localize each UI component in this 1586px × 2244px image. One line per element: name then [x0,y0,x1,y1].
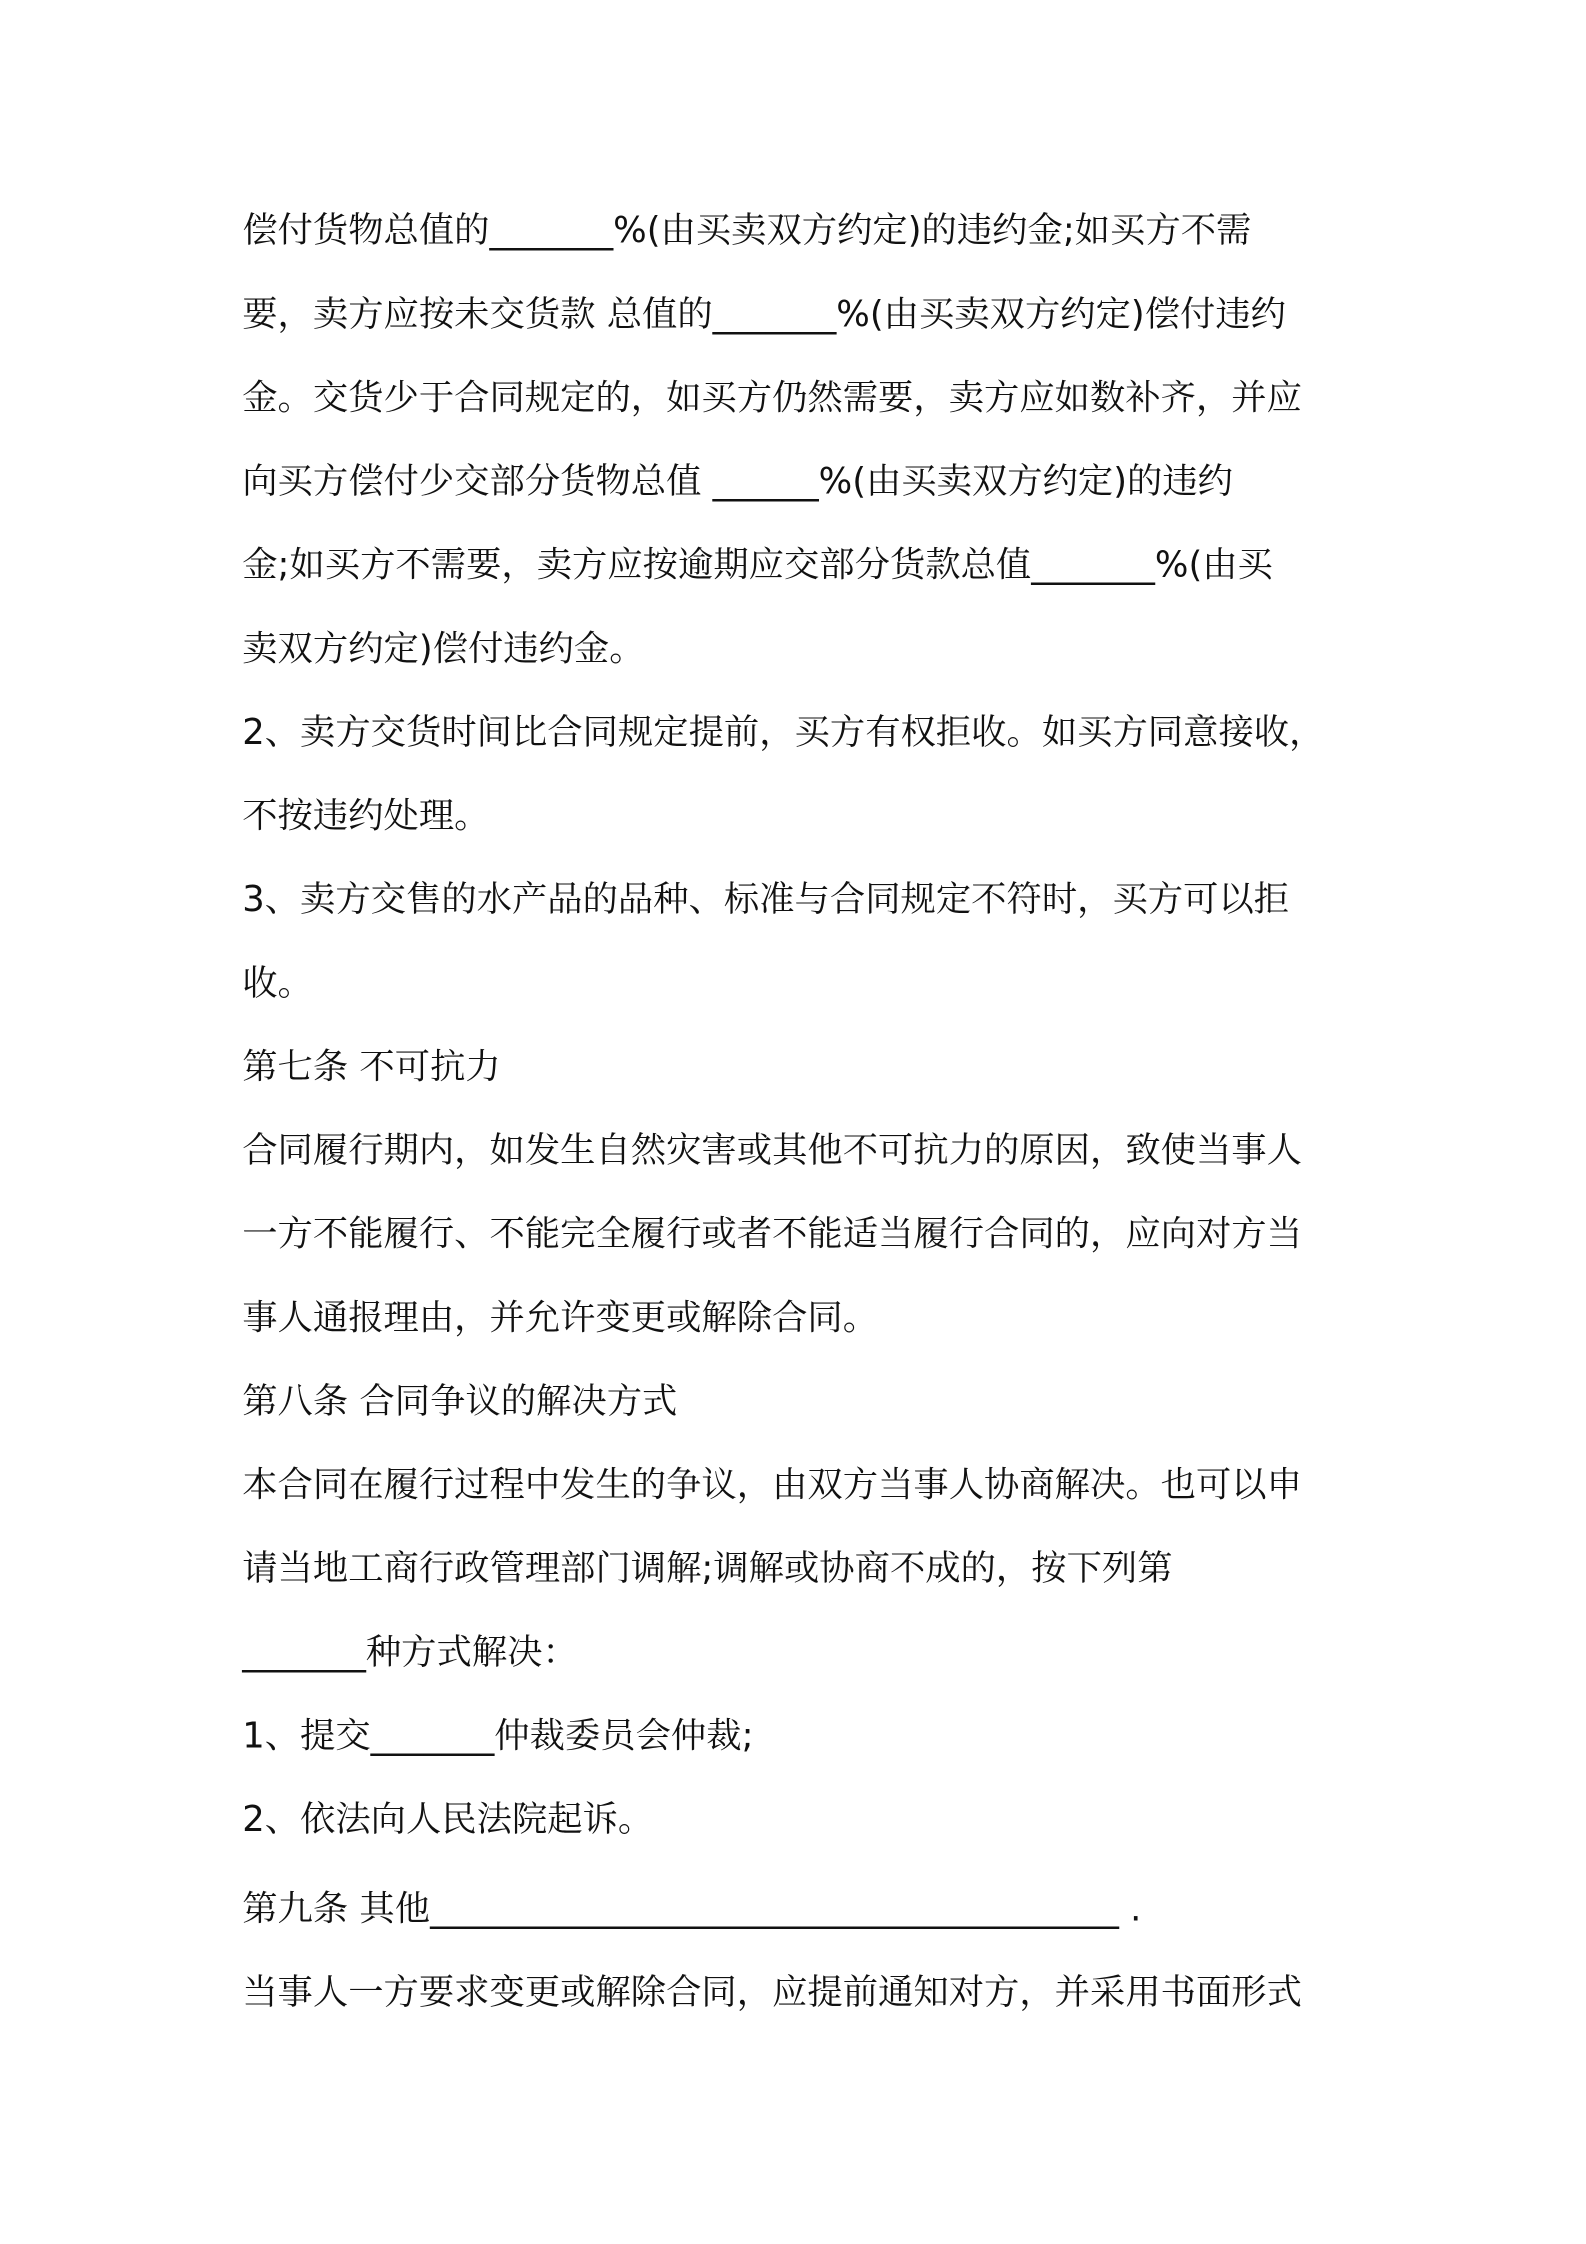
text-line: 事人通报理由，并允许变更或解除合同。 [242,1296,879,1338]
dispute-option-2: 2、依法向人民法院起诉。 [242,1797,654,1840]
text-line: 要，卖方应按未交货款 总值的_______%(由买卖双方约定)偿付违约 [242,292,1286,335]
text-line: 偿付货物总值的_______%(由买卖双方约定)的违约金;如买方不需 [242,209,1252,251]
text-line: 请当地工商行政管理部门调解;调解或协商不成的，按下列第 [242,1547,1173,1589]
clause-item-2: 2、卖方交货时间比合同规定提前，买方有权拒收。如买方同意接收， [242,710,1325,753]
text-line: 金;如买方不需要，卖方应按逾期应交部分货款总值_______%(由买 [242,543,1273,586]
text-line: _______种方式解决： [242,1630,578,1673]
text-line: 当事人一方要求变更或解除合同，应提前通知对方，并采用书面形式 [242,1970,1302,2013]
clause-item-3: 3、卖方交售的水产品的品种、标准与合同规定不符时，买方可以拒 [242,878,1290,920]
text-line: 向买方偿付少交部分货物总值 ______%(由买卖双方约定)的违约 [242,459,1234,502]
text-line: 金。交货少于合同规定的，如买方仍然需要，卖方应如数补齐，并应 [242,376,1302,419]
dispute-option-1: 1、提交_______仲裁委员会仲裁; [242,1714,754,1757]
text-line: 不按违约处理。 [242,794,490,837]
text-line: 一方不能履行、不能完全履行或者不能适当履行合同的，应向对方当 [242,1212,1302,1255]
text-line: 收。 [242,961,313,1004]
article-9-heading: 第九条 其他_______________________________________ . [242,1887,1142,1930]
text-line: 本合同在履行过程中发生的争议，由双方当事人协商解决。也可以申 [242,1463,1302,1506]
text-line: 卖双方约定)偿付违约金。 [242,627,645,669]
text-line: 合同履行期内，如发生自然灾害或其他不可抗力的原因，致使当事人 [242,1128,1302,1171]
article-8-heading: 第八条 合同争议的解决方式 [242,1379,678,1422]
article-7-heading: 第七条 不可抗力 [242,1045,501,1088]
